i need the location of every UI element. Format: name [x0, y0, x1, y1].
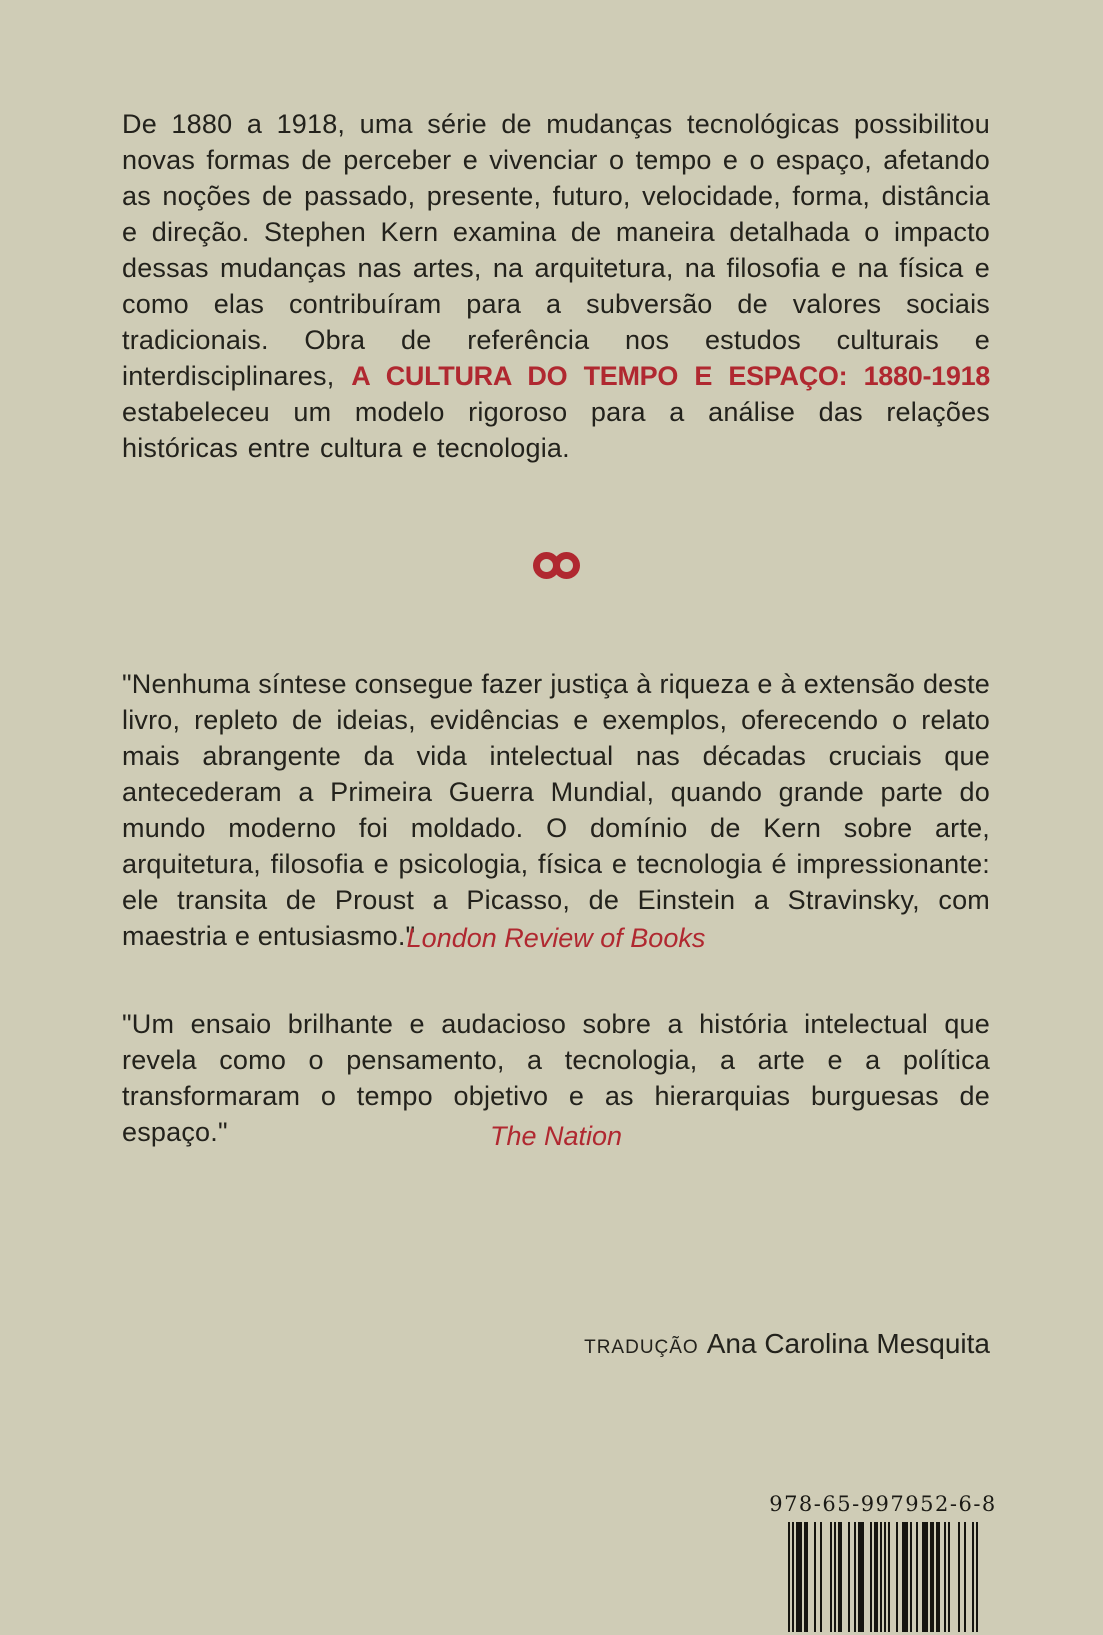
translator-name: Ana Carolina Mesquita — [706, 1328, 990, 1359]
review-source-london: London Review of Books — [406, 923, 706, 953]
barcode-block — [758, 1492, 1008, 1632]
translation-credit — [122, 1328, 990, 1360]
synopsis-paragraph — [122, 106, 990, 466]
review-source-nation: The Nation — [489, 1121, 623, 1151]
barcode-bars — [788, 1522, 978, 1632]
review-quote-nation: "Um ensaio brilhante e audacioso sobre a história intelectual que revela como o pensamento, a tecnologia, a arte e a política transformaram o tempo objetivo e as hierarquias burguesas de espaço." — [122, 1009, 990, 1147]
infinity-right-lobe — [553, 552, 580, 579]
synopsis-text-after: estabeleceu um modelo rigoroso para a análise das relações históricas entre cultura e tecnologia. — [122, 397, 990, 463]
review-quote-london: "Nenhuma síntese consegue fazer justiça à riqueza e à extensão deste livro, repleto de ideias, evidências e exemplos, oferecendo o relato mais abrangente da vida intelectual nas décadas cruciais que antecederam a Primeira Guerra Mundial, quando grande parte do mundo moderno foi moldado. O domínio de Kern sobre arte, arquitetura, filosofia e psicologia, física e tecnologia é impressionante: ele transita de Proust a Picasso, de Einstein a Stravinsky, com maestria e entusiasmo." — [122, 669, 990, 951]
isbn-number: 978-65-997952-6-8 — [769, 1492, 997, 1516]
section-divider — [122, 552, 990, 579]
translation-label: TRADUÇÃO — [584, 1337, 699, 1358]
book-title: A CULTURA DO TEMPO E ESPAÇO: 1880-1918 — [351, 361, 991, 391]
synopsis-text-before: De 1880 a 1918, uma série de mudanças tecnológicas possibilitou novas formas de perceber e vivenciar o tempo e o espaço, afetando as noções de passado, presente, futuro, velocidade, forma, distância e direção. Stephen Kern examina de maneira detalhada o impacto dessas mudanças nas artes, na arquitetura, na filosofia e na física e como elas contribuíram para a subversão de valores sociais tradicionais. Obra de referência nos estudos culturais e interdisciplinares, — [122, 109, 990, 391]
infinity-icon — [533, 552, 580, 579]
